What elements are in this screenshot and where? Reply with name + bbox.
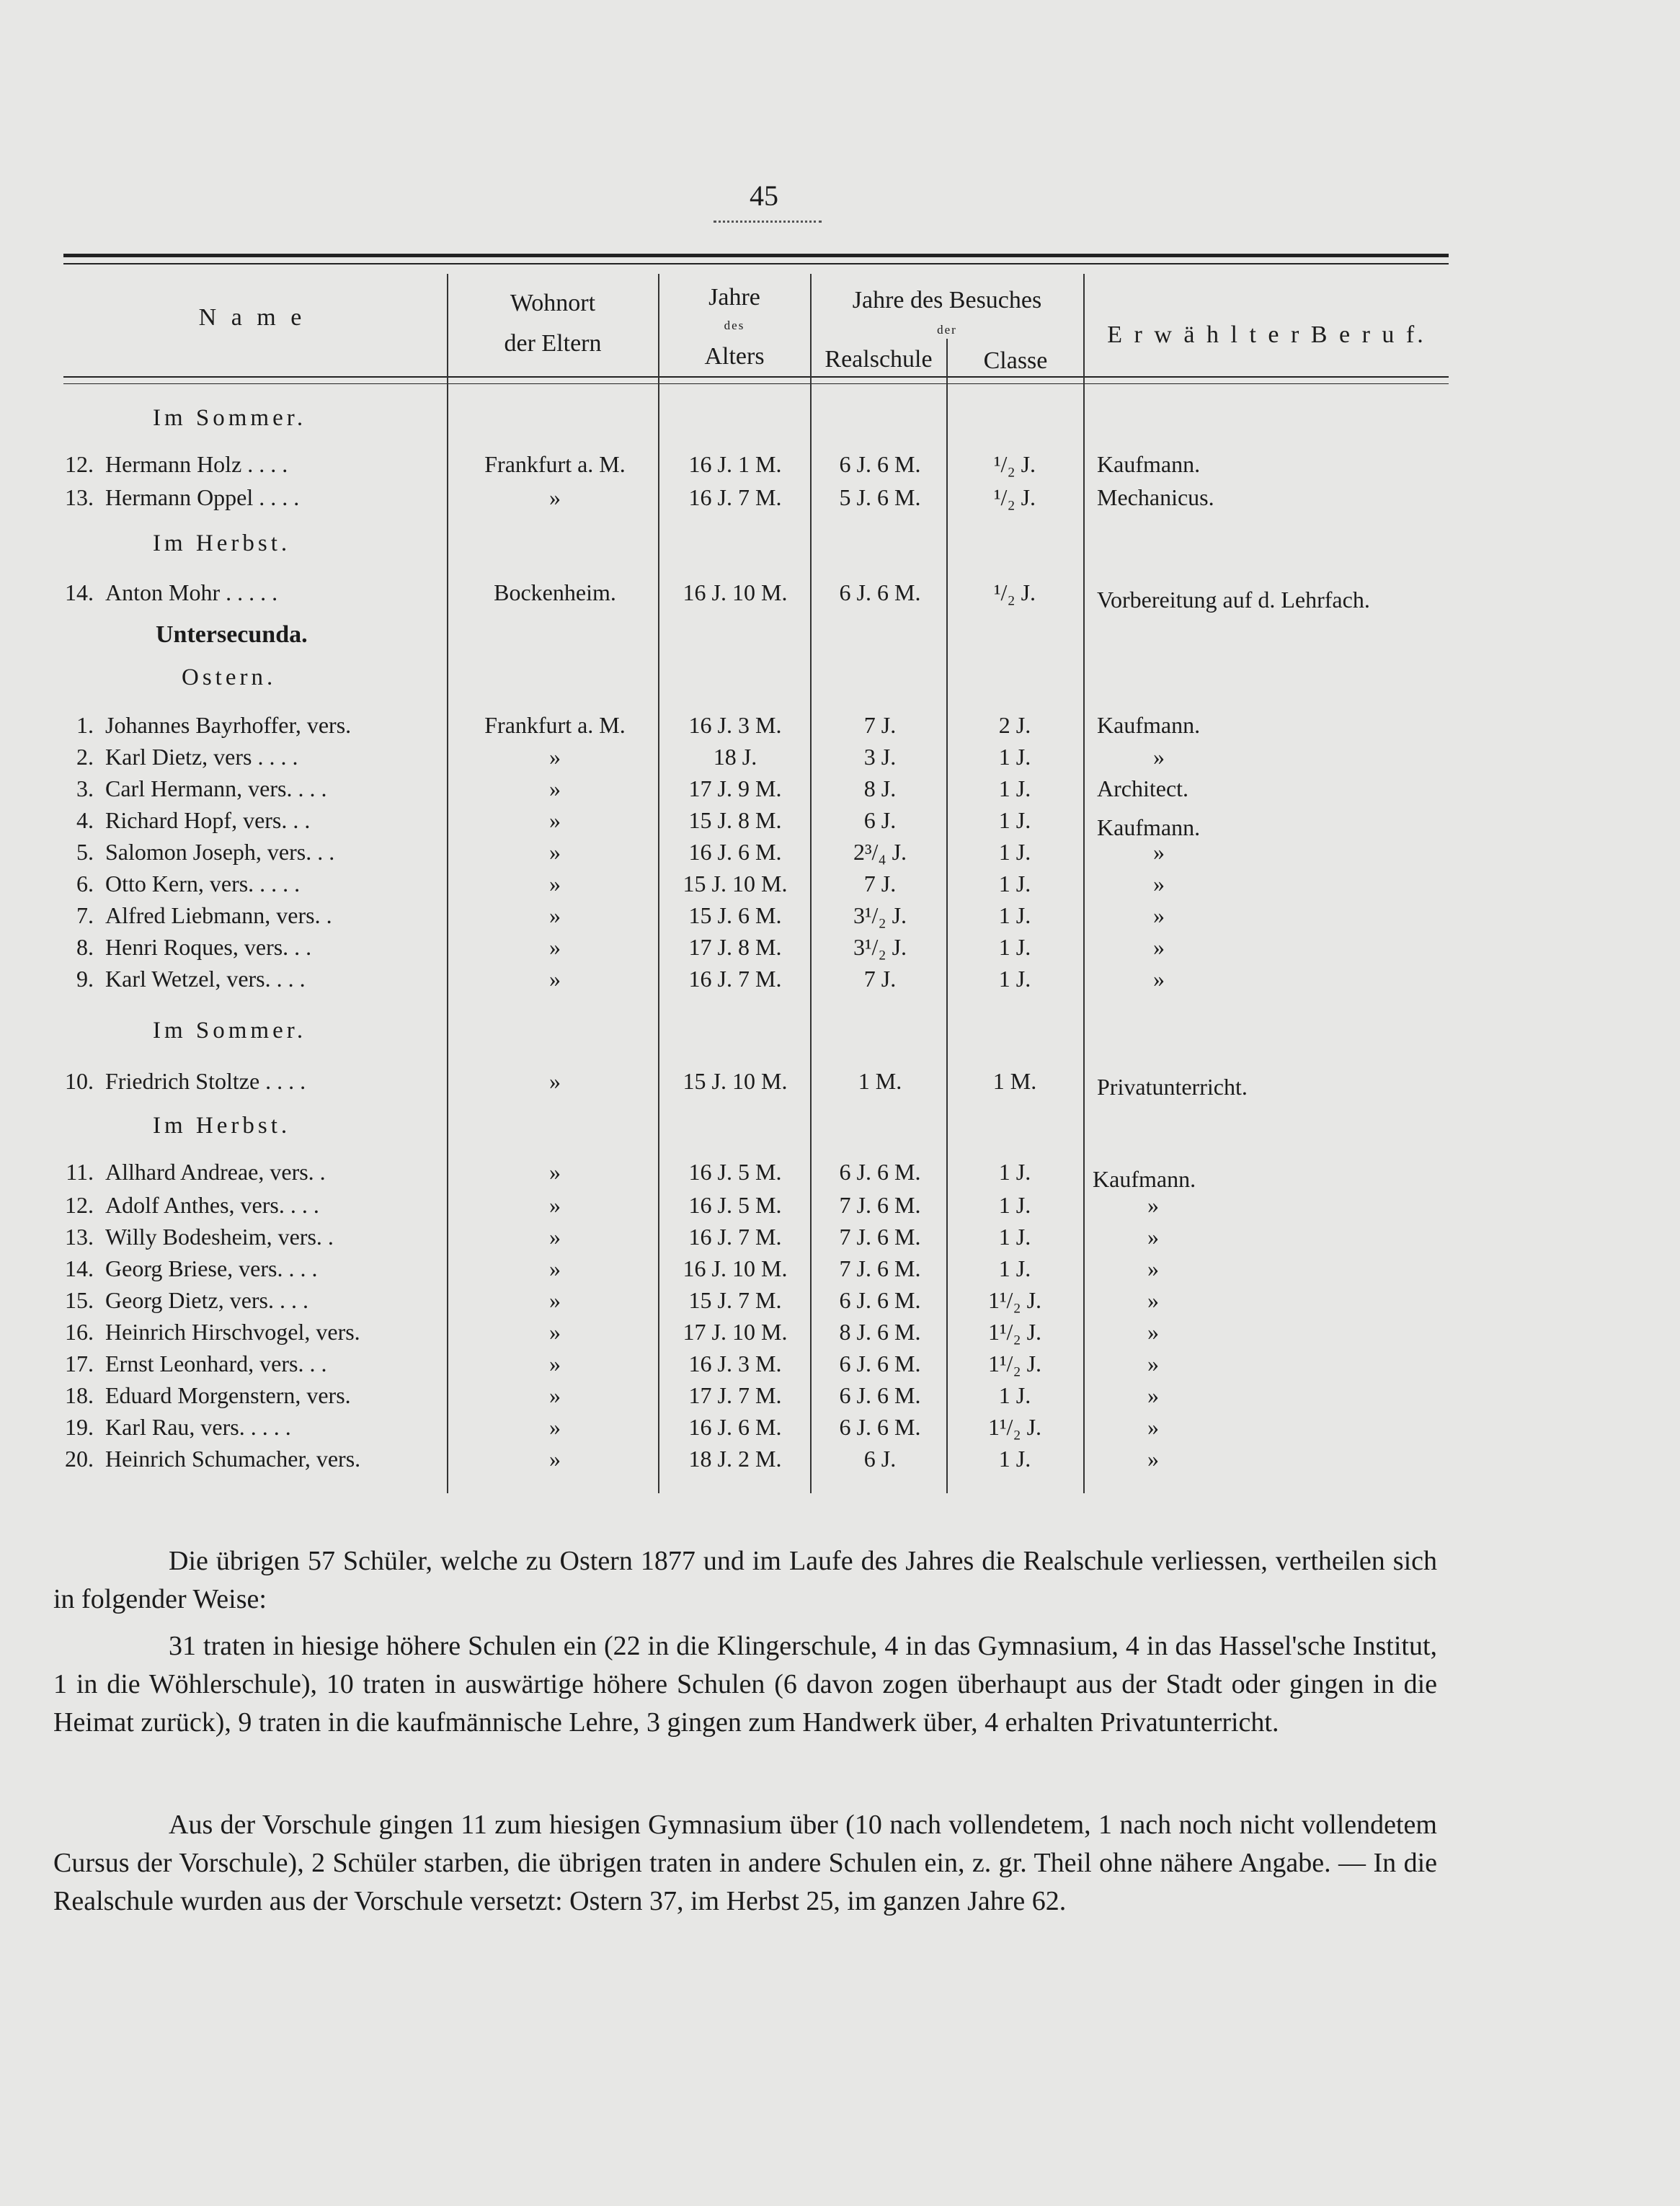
jahre-classe: 1 J. bbox=[998, 807, 1031, 833]
jahre-realschule: 8 J. bbox=[863, 775, 897, 801]
jahre-realschule: 7 J. bbox=[863, 966, 897, 992]
row-number: 5. bbox=[76, 839, 94, 865]
wohnort: » bbox=[549, 839, 561, 865]
wohnort: » bbox=[549, 1068, 561, 1094]
beruf: » bbox=[1147, 1382, 1159, 1408]
table-row bbox=[0, 451, 1680, 484]
alter: 16 J. 7 M. bbox=[688, 484, 782, 510]
section-heading: Im Herbst. bbox=[153, 1113, 291, 1139]
beruf: Privatunterricht. bbox=[1097, 1074, 1248, 1100]
class-heading: Untersecunda. bbox=[156, 621, 308, 648]
jahre-realschule: 1 M. bbox=[858, 1068, 902, 1094]
table-row bbox=[0, 1319, 1680, 1352]
jahre-classe: 1 J. bbox=[998, 1159, 1031, 1185]
row-number: 14. bbox=[65, 579, 94, 605]
alter: 17 J. 8 M. bbox=[688, 934, 782, 960]
student-name: Georg Dietz, vers. . . . bbox=[105, 1287, 308, 1313]
beruf: » bbox=[1147, 1224, 1159, 1250]
wohnort: Bockenheim. bbox=[494, 579, 616, 605]
paragraph: 31 traten in hiesige höhere Schulen ein (22 in die Klingerschule, 4 in das Gymnasium, 4 in das Hassel'sche Institut, 1 in die Wöhlerschule), 10 traten in auswärtige höhere Schulen (6 davon zogen überhaupt aus der Stadt oder gingen in die Heimat zurück), 9 traten in die kaufmännische Lehre, 3 gingen zum Handwerk über, 4 erhalten Privatunterricht. bbox=[53, 1631, 1437, 1738]
row-number: 15. bbox=[65, 1287, 94, 1313]
table-row bbox=[0, 871, 1680, 904]
table-top-rule-thin bbox=[63, 263, 1449, 264]
wohnort: » bbox=[549, 1192, 561, 1218]
beruf: » bbox=[1153, 871, 1165, 897]
jahre-classe: 1¹/₂ J. bbox=[987, 1287, 1042, 1313]
table-row bbox=[0, 579, 1680, 613]
table-row bbox=[0, 1224, 1680, 1257]
jahre-realschule: 3¹/₂ J. bbox=[853, 902, 907, 928]
table-row bbox=[0, 902, 1680, 935]
student-name: Otto Kern, vers. . . . . bbox=[105, 871, 301, 897]
table-row bbox=[0, 1255, 1680, 1289]
table-row bbox=[0, 712, 1680, 745]
beruf: Kaufmann. bbox=[1097, 814, 1201, 840]
jahre-realschule: 6 J. 6 M. bbox=[839, 1159, 921, 1185]
row-number: 11. bbox=[66, 1159, 94, 1185]
row-number: 7. bbox=[76, 902, 94, 928]
wohnort: » bbox=[549, 1224, 561, 1250]
student-name: Allhard Andreae, vers. . bbox=[105, 1159, 326, 1185]
jahre-realschule: 6 J. 6 M. bbox=[839, 1414, 921, 1440]
row-number: 18. bbox=[65, 1382, 94, 1408]
header-jahre-des: des bbox=[724, 319, 745, 332]
alter: 18 J. bbox=[713, 744, 757, 770]
table-row bbox=[0, 1446, 1680, 1479]
header-besuch: Jahre des Besuches bbox=[852, 287, 1042, 313]
table-row bbox=[0, 1159, 1680, 1192]
jahre-classe: 1 J. bbox=[998, 1255, 1031, 1281]
section-heading: Im Herbst. bbox=[153, 530, 291, 556]
student-name: Karl Rau, vers. . . . . bbox=[105, 1414, 291, 1440]
table-top-rule bbox=[63, 254, 1449, 257]
wohnort: » bbox=[549, 1255, 561, 1281]
row-number: 12. bbox=[65, 451, 94, 477]
table-row bbox=[0, 966, 1680, 999]
body-text bbox=[53, 1806, 1437, 1921]
jahre-realschule: 6 J. 6 M. bbox=[839, 1351, 921, 1376]
student-name: Anton Mohr . . . . . bbox=[105, 579, 278, 605]
body-text bbox=[53, 1627, 1437, 1742]
jahre-classe: 1 J. bbox=[998, 744, 1031, 770]
student-name: Heinrich Hirschvogel, vers. bbox=[105, 1319, 360, 1345]
row-number: 3. bbox=[76, 775, 94, 801]
alter: 17 J. 9 M. bbox=[688, 775, 782, 801]
table-row bbox=[0, 1068, 1680, 1101]
alter: 16 J. 7 M. bbox=[688, 1224, 782, 1250]
beruf: » bbox=[1147, 1192, 1159, 1218]
table-row bbox=[0, 839, 1680, 872]
alter: 18 J. 2 M. bbox=[688, 1446, 782, 1472]
wohnort: » bbox=[549, 966, 561, 992]
wohnort: » bbox=[549, 1414, 561, 1440]
student-name: Eduard Morgenstern, vers. bbox=[105, 1382, 351, 1408]
row-number: 20. bbox=[65, 1446, 94, 1472]
jahre-classe: ¹/₂ J. bbox=[993, 579, 1036, 605]
table-row bbox=[0, 1414, 1680, 1447]
header-wohnort-1: Wohnort bbox=[510, 290, 596, 316]
jahre-realschule: 6 J. 6 M. bbox=[839, 579, 921, 605]
row-number: 6. bbox=[76, 871, 94, 897]
header-jahre-2: Alters bbox=[704, 343, 765, 370]
jahre-realschule: 7 J. 6 M. bbox=[839, 1224, 921, 1250]
student-name: Henri Roques, vers. . . bbox=[105, 934, 312, 960]
beruf: Vorbereitung auf d. Lehrfach. bbox=[1097, 587, 1370, 613]
jahre-realschule: 6 J. 6 M. bbox=[839, 451, 921, 477]
row-number: 10. bbox=[65, 1068, 94, 1094]
beruf: » bbox=[1147, 1319, 1159, 1345]
beruf: » bbox=[1147, 1414, 1159, 1440]
paragraph: Aus der Vorschule gingen 11 zum hiesigen Gymnasium über (10 nach vollendetem, 1 nach noch nicht vollendetem Cursus der Vorschule), 2 Schüler starben, die übrigen traten in andere Schulen ein, z. gr. Theil ohne nähere Angabe. — In die Realschule wurden aus der Vorschule versetzt: Ostern 37, im Herbst 25, im ganzen Jahre 62. bbox=[53, 1810, 1437, 1916]
student-name: Karl Dietz, vers . . . . bbox=[105, 744, 298, 770]
wohnort: » bbox=[549, 1446, 561, 1472]
alter: 15 J. 6 M. bbox=[688, 902, 782, 928]
jahre-realschule: 6 J. 6 M. bbox=[839, 1382, 921, 1408]
student-name: Heinrich Schumacher, vers. bbox=[105, 1446, 361, 1472]
alter: 17 J. 7 M. bbox=[688, 1382, 782, 1408]
jahre-classe: 1¹/₂ J. bbox=[987, 1414, 1042, 1440]
body-text bbox=[53, 1542, 1437, 1619]
section-heading: Im Sommer. bbox=[153, 405, 307, 431]
student-name: Johannes Bayrhoffer, vers. bbox=[105, 712, 352, 738]
row-number: 2. bbox=[76, 744, 94, 770]
beruf: » bbox=[1153, 744, 1165, 770]
alter: 16 J. 10 M. bbox=[683, 579, 788, 605]
alter: 16 J. 3 M. bbox=[688, 1351, 782, 1376]
header-jahre-1: Jahre bbox=[708, 284, 760, 311]
beruf: Mechanicus. bbox=[1097, 484, 1214, 510]
table-row bbox=[0, 775, 1680, 809]
alter: 15 J. 10 M. bbox=[683, 1068, 788, 1094]
row-number: 19. bbox=[65, 1414, 94, 1440]
student-name: Georg Briese, vers. . . . bbox=[105, 1255, 318, 1281]
row-number: 13. bbox=[65, 484, 94, 510]
wohnort: » bbox=[549, 1159, 561, 1185]
wohnort: » bbox=[549, 744, 561, 770]
beruf: » bbox=[1153, 966, 1165, 992]
alter: 16 J. 5 M. bbox=[688, 1192, 782, 1218]
wohnort: » bbox=[549, 1287, 561, 1313]
student-name: Salomon Joseph, vers. . . bbox=[105, 839, 335, 865]
student-name: Hermann Holz . . . . bbox=[105, 451, 288, 477]
beruf: » bbox=[1147, 1351, 1159, 1376]
jahre-realschule: 7 J. bbox=[863, 871, 897, 897]
table-row bbox=[0, 744, 1680, 777]
wohnort: » bbox=[549, 871, 561, 897]
jahre-classe: 1 J. bbox=[998, 1192, 1031, 1218]
jahre-realschule: 2³/₄ J. bbox=[853, 839, 907, 865]
table-row bbox=[0, 934, 1680, 967]
jahre-realschule: 7 J. 6 M. bbox=[839, 1192, 921, 1218]
student-name: Ernst Leonhard, vers. . . bbox=[105, 1351, 327, 1376]
beruf: » bbox=[1147, 1287, 1159, 1313]
jahre-classe: 1 J. bbox=[998, 966, 1031, 992]
jahre-classe: 1 M. bbox=[992, 1068, 1037, 1094]
row-number: 17. bbox=[65, 1351, 94, 1376]
header-besuch-der: der bbox=[937, 323, 957, 337]
jahre-realschule: 6 J. bbox=[863, 1446, 897, 1472]
table-row bbox=[0, 1351, 1680, 1384]
wohnort: » bbox=[549, 807, 561, 833]
jahre-classe: 2 J. bbox=[998, 712, 1031, 738]
header-classe: Classe bbox=[983, 347, 1048, 374]
jahre-classe: 1 J. bbox=[998, 902, 1031, 928]
jahre-realschule: 7 J. 6 M. bbox=[839, 1255, 921, 1281]
student-name: Richard Hopf, vers. . . bbox=[105, 807, 311, 833]
jahre-classe: 1 J. bbox=[998, 934, 1031, 960]
jahre-realschule: 6 J. 6 M. bbox=[839, 1287, 921, 1313]
jahre-classe: 1¹/₂ J. bbox=[987, 1351, 1042, 1376]
row-number: 8. bbox=[76, 934, 94, 960]
section-heading: Im Sommer. bbox=[153, 1018, 307, 1044]
page-number-flourish bbox=[714, 221, 822, 224]
alter: 15 J. 7 M. bbox=[688, 1287, 782, 1313]
table-row bbox=[0, 1287, 1680, 1320]
jahre-classe: 1¹/₂ J. bbox=[987, 1319, 1042, 1345]
header-realschule: Realschule bbox=[825, 346, 933, 373]
jahre-classe: ¹/₂ J. bbox=[993, 451, 1036, 477]
jahre-realschule: 3¹/₂ J. bbox=[853, 934, 907, 960]
jahre-classe: 1 J. bbox=[998, 1224, 1031, 1250]
jahre-classe: 1 J. bbox=[998, 775, 1031, 801]
alter: 15 J. 8 M. bbox=[688, 807, 782, 833]
alter: 16 J. 6 M. bbox=[688, 839, 782, 865]
beruf: » bbox=[1147, 1255, 1159, 1281]
row-number: 1. bbox=[76, 712, 94, 738]
jahre-realschule: 3 J. bbox=[863, 744, 897, 770]
row-number: 9. bbox=[76, 966, 94, 992]
wohnort: » bbox=[549, 1351, 561, 1376]
header-name: N a m e bbox=[198, 304, 306, 331]
paragraph: Die übrigen 57 Schüler, welche zu Ostern 1877 und im Laufe des Jahres die Realschule verliessen, vertheilen sich in folgender Weise: bbox=[53, 1546, 1437, 1614]
header-bottom-rule bbox=[63, 376, 1449, 378]
alter: 17 J. 10 M. bbox=[683, 1319, 788, 1345]
jahre-classe: 1 J. bbox=[998, 839, 1031, 865]
jahre-classe: ¹/₂ J. bbox=[993, 484, 1036, 510]
student-name: Hermann Oppel . . . . bbox=[105, 484, 300, 510]
jahre-classe: 1 J. bbox=[998, 1382, 1031, 1408]
beruf: Architect. bbox=[1097, 775, 1189, 801]
row-number: 16. bbox=[65, 1319, 94, 1345]
page-number: 45 bbox=[750, 179, 778, 212]
row-number: 4. bbox=[76, 807, 94, 833]
header-beruf: E r w ä h l t e r B e r u f. bbox=[1107, 321, 1426, 348]
alter: 16 J. 3 M. bbox=[688, 712, 782, 738]
table-row bbox=[0, 1382, 1680, 1415]
wohnort: » bbox=[549, 1382, 561, 1408]
student-name: Adolf Anthes, vers. . . . bbox=[105, 1192, 319, 1218]
beruf: » bbox=[1153, 934, 1165, 960]
jahre-realschule: 5 J. 6 M. bbox=[839, 484, 921, 510]
wohnort: » bbox=[549, 934, 561, 960]
jahre-realschule: 8 J. 6 M. bbox=[839, 1319, 921, 1345]
jahre-realschule: 7 J. bbox=[863, 712, 897, 738]
beruf: Kaufmann. bbox=[1097, 712, 1201, 738]
beruf: » bbox=[1147, 1446, 1159, 1472]
student-name: Friedrich Stoltze . . . . bbox=[105, 1068, 306, 1094]
row-number: 12. bbox=[65, 1192, 94, 1218]
wohnort: Frankfurt a. M. bbox=[484, 712, 626, 738]
header-wohnort-2: der Eltern bbox=[504, 330, 602, 357]
beruf: » bbox=[1153, 839, 1165, 865]
wohnort: » bbox=[549, 1319, 561, 1345]
row-number: 13. bbox=[65, 1224, 94, 1250]
header-bottom-rule-thin bbox=[63, 383, 1449, 384]
beruf: Kaufmann. bbox=[1093, 1166, 1196, 1192]
jahre-classe: 1 J. bbox=[998, 871, 1031, 897]
wohnort: » bbox=[549, 775, 561, 801]
beruf: Kaufmann. bbox=[1097, 451, 1201, 477]
alter: 16 J. 1 M. bbox=[688, 451, 782, 477]
row-number: 14. bbox=[65, 1255, 94, 1281]
student-name: Alfred Liebmann, vers. . bbox=[105, 902, 332, 928]
jahre-classe: 1 J. bbox=[998, 1446, 1031, 1472]
wohnort: Frankfurt a. M. bbox=[484, 451, 626, 477]
alter: 16 J. 7 M. bbox=[688, 966, 782, 992]
section-heading: Ostern. bbox=[182, 664, 277, 690]
table-row bbox=[0, 1192, 1680, 1225]
student-name: Carl Hermann, vers. . . . bbox=[105, 775, 327, 801]
beruf: » bbox=[1153, 902, 1165, 928]
alter: 15 J. 10 M. bbox=[683, 871, 788, 897]
alter: 16 J. 6 M. bbox=[688, 1414, 782, 1440]
table-row bbox=[0, 484, 1680, 517]
wohnort: » bbox=[549, 902, 561, 928]
student-name: Karl Wetzel, vers. . . . bbox=[105, 966, 306, 992]
alter: 16 J. 10 M. bbox=[683, 1255, 788, 1281]
wohnort: » bbox=[549, 484, 561, 510]
table-row bbox=[0, 807, 1680, 840]
student-name: Willy Bodesheim, vers. . bbox=[105, 1224, 334, 1250]
alter: 16 J. 5 M. bbox=[688, 1159, 782, 1185]
jahre-realschule: 6 J. bbox=[863, 807, 897, 833]
